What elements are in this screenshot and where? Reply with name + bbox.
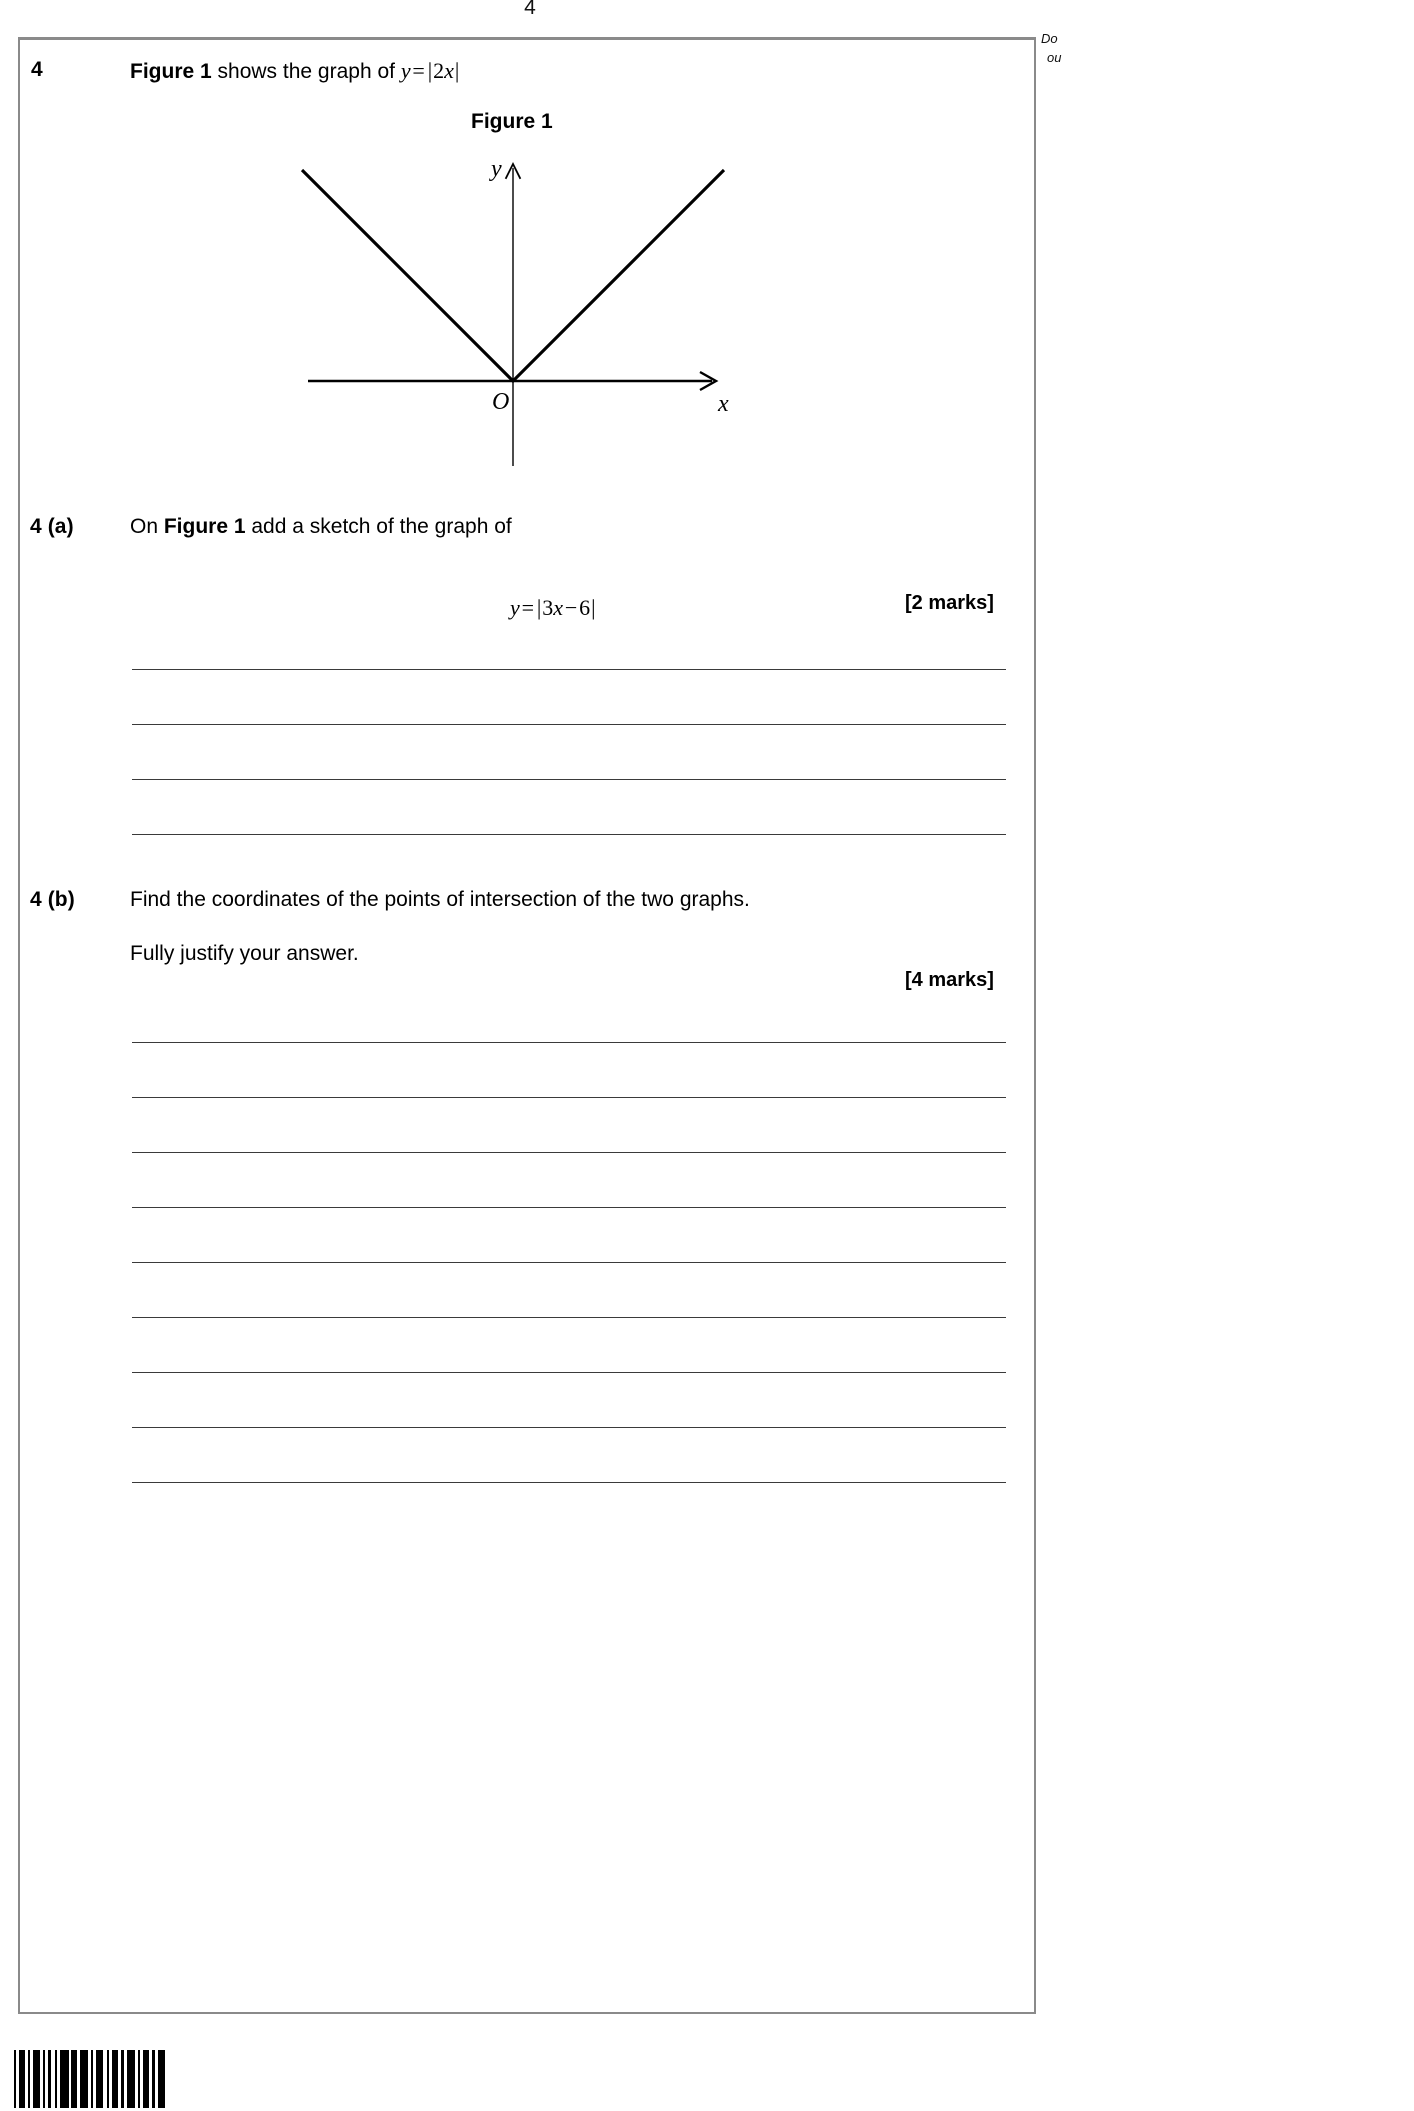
margin-note-line-1: Do [1041, 31, 1058, 46]
answer-line[interactable] [132, 1042, 1006, 1043]
y-axis-label: y [491, 156, 502, 182]
part-a-equation: y = |3x − 6| [510, 595, 596, 620]
part-a-label: 4 (a) [30, 515, 74, 538]
graph-svg [280, 148, 760, 488]
answer-line[interactable] [132, 724, 1006, 725]
question-stem [130, 58, 460, 84]
part-a-marks: [2 marks] [905, 592, 994, 614]
question-stem-equation: y = |2x| [400, 58, 460, 83]
barcode [14, 2050, 168, 2108]
question-stem-text: shows the graph of [211, 60, 401, 83]
part-a-text [130, 515, 512, 539]
do-not-write-outside-box-note [1041, 30, 1101, 68]
barcode-bar [127, 2050, 135, 2108]
part-b-marks: [4 marks] [905, 969, 994, 991]
margin-note-line-2: ou [1047, 49, 1062, 65]
barcode-bar [96, 2050, 103, 2108]
answer-line[interactable] [132, 779, 1006, 780]
question-number: 4 [31, 58, 43, 81]
figure-caption: Figure 1 [471, 110, 553, 133]
answer-line[interactable] [132, 834, 1006, 835]
answer-line[interactable] [132, 1152, 1006, 1153]
answer-line[interactable] [132, 1372, 1006, 1373]
part-a-figure-ref: Figure 1 [163, 515, 246, 538]
y-axis [506, 164, 520, 466]
figure-1-graph [280, 148, 760, 488]
barcode-bar [80, 2050, 88, 2108]
part-a-text-after: add a sketch of the graph of [245, 515, 512, 538]
barcode-bar [60, 2050, 69, 2108]
answer-line[interactable] [132, 1207, 1006, 1208]
barcode-bar [158, 2050, 165, 2108]
part-b-label: 4 (b) [30, 888, 75, 911]
barcode-bar [33, 2050, 40, 2108]
answer-line[interactable] [132, 1097, 1006, 1098]
answer-line[interactable] [132, 669, 1006, 670]
answer-line[interactable] [132, 1317, 1006, 1318]
part-a-text-before: On [130, 515, 164, 538]
answer-line[interactable] [132, 1427, 1006, 1428]
part-b-text-line-2: Fully justify your answer. [130, 942, 359, 965]
part-b-text-line-1: Find the coordinates of the points of intersection of the two graphs. [130, 888, 750, 911]
question-stem-figure-ref: Figure 1 [130, 60, 212, 83]
page-number: 4 [524, 0, 536, 19]
answer-line[interactable] [132, 1262, 1006, 1263]
x-axis-label: x [718, 391, 729, 417]
barcode-bar [165, 2050, 168, 2108]
origin-label: O [492, 389, 510, 415]
answer-line[interactable] [132, 1482, 1006, 1483]
